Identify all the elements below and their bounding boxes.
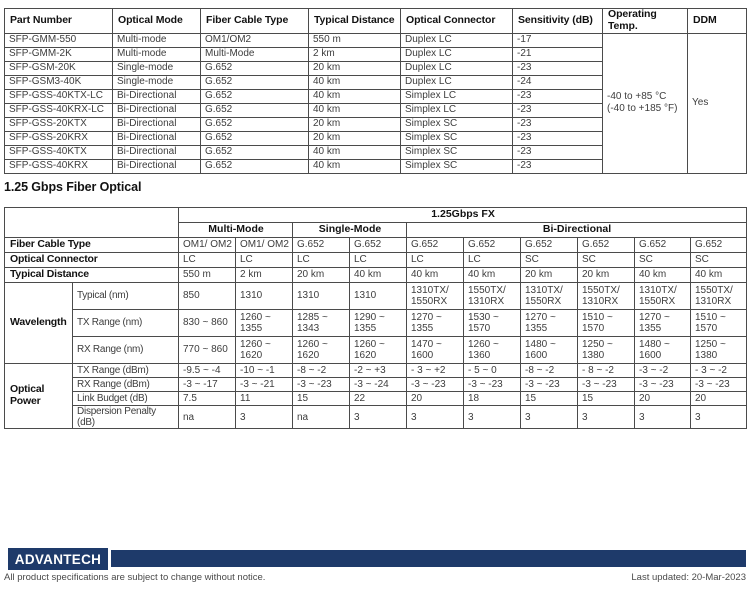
cell: 40 km <box>691 268 747 283</box>
cell: Simplex LC <box>401 103 513 117</box>
cell: -8 ~ -2 <box>293 364 350 378</box>
cell: -23 <box>513 61 603 75</box>
cell: G.652 <box>293 238 350 253</box>
cell: -3 ~ -23 <box>464 378 521 392</box>
cell: G.652 <box>201 159 309 173</box>
cell: G.652 <box>635 238 691 253</box>
cell: Simplex SC <box>401 117 513 131</box>
cell: Bi-Directional <box>113 159 201 173</box>
cell: 2 km <box>236 268 293 283</box>
cell: 40 km <box>309 159 401 173</box>
cell: 1550TX/ 1310RX <box>691 283 747 310</box>
cell: 15 <box>578 392 635 406</box>
blank-corner-cell <box>5 208 179 238</box>
cell: 3 <box>521 406 578 429</box>
cell: G.652 <box>201 89 309 103</box>
cell: Bi-Directional <box>113 103 201 117</box>
cell: -23 <box>513 159 603 173</box>
row-label: Typical Distance <box>5 268 179 283</box>
cell: Simplex SC <box>401 145 513 159</box>
cell: SFP-GSS-40KRX-LC <box>5 103 113 117</box>
row-label: Fiber Cable Type <box>5 238 179 253</box>
cell: -3 ~ -23 <box>407 378 464 392</box>
cell: -23 <box>513 89 603 103</box>
cell: 1260 ~ 1620 <box>293 337 350 364</box>
cell: -8 ~ -2 <box>521 364 578 378</box>
cell: 1310TX/ 1550RX <box>635 283 691 310</box>
cell: LC <box>236 253 293 268</box>
cell: Duplex LC <box>401 61 513 75</box>
cell: Duplex LC <box>401 47 513 61</box>
cell: 1260 ~ 1620 <box>236 337 293 364</box>
table-row <box>5 406 747 429</box>
cell: 1260 ~ 1355 <box>236 310 293 337</box>
operating-temp-cell <box>603 33 688 173</box>
cell: 40 km <box>407 268 464 283</box>
column-header-optical-mode: Optical Mode <box>113 9 201 34</box>
cell: Multi-mode <box>113 47 201 61</box>
cell: LC <box>464 253 521 268</box>
cell: 11 <box>236 392 293 406</box>
cell: 40 km <box>309 145 401 159</box>
cell: SFP-GMM-550 <box>5 33 113 47</box>
ddm-cell: Yes <box>688 33 747 173</box>
cell: 830 ~ 860 <box>179 310 236 337</box>
cell: 20 km <box>578 268 635 283</box>
cell: SFP-GSS-40KRX <box>5 159 113 173</box>
cell: 1480 ~ 1600 <box>635 337 691 364</box>
cell: 850 <box>179 283 236 310</box>
cell: 20 <box>407 392 464 406</box>
row-label: TX Range (nm) <box>73 310 179 337</box>
cell: -3 ~ -23 <box>293 378 350 392</box>
footer-disclaimer: All product specifications are subject to change without notice. <box>4 572 266 583</box>
column-header-sensitivity: Sensitivity (dB) <box>513 9 603 34</box>
column-header-part-number: Part Number <box>5 9 113 34</box>
cell: SFP-GSS-40KTX <box>5 145 113 159</box>
cell: na <box>179 406 236 429</box>
cell: SC <box>691 253 747 268</box>
column-header-typical-distance: Typical Distance <box>309 9 401 34</box>
cell: Single-mode <box>113 75 201 89</box>
cell: G.652 <box>691 238 747 253</box>
advantech-logo-text: ADVANTECH <box>14 551 102 567</box>
cell: G.652 <box>578 238 635 253</box>
cell: 20 <box>691 392 747 406</box>
cell: G.652 <box>201 131 309 145</box>
cell: -24 <box>513 75 603 89</box>
table-row <box>5 238 747 253</box>
footer-bar <box>111 550 746 567</box>
cell: Multi-mode <box>113 33 201 47</box>
cell: 3 <box>691 406 747 429</box>
cell: 1310 <box>350 283 407 310</box>
group-header-single-mode: Single-Mode <box>293 223 407 238</box>
cell: 15 <box>293 392 350 406</box>
cell: LC <box>293 253 350 268</box>
cell: Bi-Directional <box>113 131 201 145</box>
cell: 7.5 <box>179 392 236 406</box>
cell: -23 <box>513 103 603 117</box>
cell: 15 <box>521 392 578 406</box>
cell: -23 <box>513 145 603 159</box>
cell: G.652 <box>201 117 309 131</box>
table-row <box>5 310 747 337</box>
table-row <box>5 378 747 392</box>
table-row <box>5 268 747 283</box>
cell: 1510 ~ 1570 <box>578 310 635 337</box>
group-header-bi-directional: Bi-Directional <box>407 223 747 238</box>
fx-header-row <box>5 208 747 223</box>
sfp-models-table <box>4 8 747 174</box>
cell: 20 km <box>521 268 578 283</box>
cell: 3 <box>578 406 635 429</box>
cell: 3 <box>635 406 691 429</box>
cell: -3 ~ -21 <box>236 378 293 392</box>
cell: Bi-Directional <box>113 89 201 103</box>
section-title: 1.25 Gbps Fiber Optical <box>4 180 142 194</box>
cell: -3 ~ -23 <box>635 378 691 392</box>
cell: 1310TX/ 1550RX <box>407 283 464 310</box>
cell: 1270 ~ 1355 <box>635 310 691 337</box>
cell: G.652 <box>464 238 521 253</box>
cell: G.652 <box>201 145 309 159</box>
cell: 1550TX/ 1310RX <box>464 283 521 310</box>
cell: -9.5 ~ -4 <box>179 364 236 378</box>
cell: OM1/ OM2 <box>236 238 293 253</box>
fiber-optical-spec-table <box>4 207 747 429</box>
cell: Simplex LC <box>401 89 513 103</box>
cell: na <box>293 406 350 429</box>
cell: OM1/ OM2 <box>179 238 236 253</box>
cell: G.652 <box>350 238 407 253</box>
cell: LC <box>179 253 236 268</box>
cell: LC <box>350 253 407 268</box>
cell: - 3 ~ +2 <box>407 364 464 378</box>
cell: 1530 ~ 1570 <box>464 310 521 337</box>
cell: SFP-GMM-2K <box>5 47 113 61</box>
row-label: Link Budget (dB) <box>73 392 179 406</box>
table-row <box>5 33 747 47</box>
cell: -17 <box>513 33 603 47</box>
cell: 1285 ~ 1343 <box>293 310 350 337</box>
cell: 40 km <box>350 268 407 283</box>
cell: 550 m <box>309 33 401 47</box>
header-row <box>5 9 747 34</box>
row-group-label-wavelength: Wavelength <box>5 283 73 364</box>
cell: 1260 ~ 1620 <box>350 337 407 364</box>
cell: SFP-GSM3-40K <box>5 75 113 89</box>
cell: G.652 <box>201 103 309 117</box>
cell: -21 <box>513 47 603 61</box>
cell: 1310 <box>293 283 350 310</box>
cell: SFP-GSM-20K <box>5 61 113 75</box>
cell: 2 km <box>309 47 401 61</box>
cell: 40 km <box>309 75 401 89</box>
cell: -3 ~ -24 <box>350 378 407 392</box>
table-row <box>5 283 747 310</box>
cell: 1290 ~ 1355 <box>350 310 407 337</box>
cell: Duplex LC <box>401 75 513 89</box>
cell: -3 ~ -23 <box>691 378 747 392</box>
table-row <box>5 253 747 268</box>
cell: -23 <box>513 117 603 131</box>
footer-last-updated: Last updated: 20-Mar-2023 <box>631 572 746 583</box>
cell: 1270 ~ 1355 <box>407 310 464 337</box>
row-group-label-optical-power: Optical Power <box>5 364 73 429</box>
cell: 3 <box>236 406 293 429</box>
row-label: Dispersion Penalty (dB) <box>73 406 179 429</box>
column-header-operating-temp: Operating Temp. <box>603 9 688 34</box>
cell: 20 <box>635 392 691 406</box>
cell: SFP-GSS-20KTX <box>5 117 113 131</box>
cell: 40 km <box>635 268 691 283</box>
cell: -10 ~ -1 <box>236 364 293 378</box>
cell: G.652 <box>407 238 464 253</box>
cell: SC <box>521 253 578 268</box>
cell: - 8 ~ -2 <box>578 364 635 378</box>
cell: -3 ~ -23 <box>578 378 635 392</box>
cell: - 3 ~ -2 <box>691 364 747 378</box>
cell: 1250 ~ 1380 <box>578 337 635 364</box>
fx-span-header: 1.25Gbps FX <box>179 208 747 223</box>
cell: LC <box>407 253 464 268</box>
cell: SC <box>578 253 635 268</box>
cell: -3 ~ -2 <box>635 364 691 378</box>
cell: 550 m <box>179 268 236 283</box>
row-label: RX Range (nm) <box>73 337 179 364</box>
cell: 1270 ~ 1355 <box>521 310 578 337</box>
cell: -2 ~ +3 <box>350 364 407 378</box>
cell: Multi-Mode <box>201 47 309 61</box>
group-header-multi-mode: Multi-Mode <box>179 223 293 238</box>
cell: Simplex SC <box>401 131 513 145</box>
cell: Bi-Directional <box>113 117 201 131</box>
table-row <box>5 364 747 378</box>
cell: 20 km <box>309 61 401 75</box>
cell: -3 ~ -17 <box>179 378 236 392</box>
cell: G.652 <box>521 238 578 253</box>
cell: 18 <box>464 392 521 406</box>
cell: 40 km <box>309 103 401 117</box>
row-label: RX Range (dBm) <box>73 378 179 392</box>
cell: 3 <box>407 406 464 429</box>
cell: 20 km <box>309 117 401 131</box>
cell: 1260 ~ 1360 <box>464 337 521 364</box>
cell: Simplex SC <box>401 159 513 173</box>
cell: 1480 ~ 1600 <box>521 337 578 364</box>
cell: - 5 ~ 0 <box>464 364 521 378</box>
cell: 1470 ~ 1600 <box>407 337 464 364</box>
table-row <box>5 337 747 364</box>
row-label: Optical Connector <box>5 253 179 268</box>
column-header-optical-connector: Optical Connector <box>401 9 513 34</box>
cell: Bi-Directional <box>113 145 201 159</box>
cell: 1550TX/ 1310RX <box>578 283 635 310</box>
column-header-fiber-cable-type: Fiber Cable Type <box>201 9 309 34</box>
cell: SFP-GSS-40KTX-LC <box>5 89 113 103</box>
cell: OM1/OM2 <box>201 33 309 47</box>
cell: 3 <box>350 406 407 429</box>
advantech-logo <box>8 548 108 570</box>
cell: 1310TX/ 1550RX <box>521 283 578 310</box>
cell: 1250 ~ 1380 <box>691 337 747 364</box>
cell: SFP-GSS-20KRX <box>5 131 113 145</box>
cell: 40 km <box>309 89 401 103</box>
table-row <box>5 392 747 406</box>
cell: G.652 <box>201 75 309 89</box>
cell: 22 <box>350 392 407 406</box>
cell: Duplex LC <box>401 33 513 47</box>
cell: 20 km <box>309 131 401 145</box>
cell: 1510 ~ 1570 <box>691 310 747 337</box>
cell: -23 <box>513 131 603 145</box>
cell: G.652 <box>201 61 309 75</box>
row-label: Typical (nm) <box>73 283 179 310</box>
cell: 1310 <box>236 283 293 310</box>
cell: 40 km <box>464 268 521 283</box>
operating-temp-line2: (-40 to +185 °F) <box>607 103 678 114</box>
cell: 770 ~ 860 <box>179 337 236 364</box>
cell: Single-mode <box>113 61 201 75</box>
cell: SC <box>635 253 691 268</box>
column-header-ddm: DDM <box>688 9 747 34</box>
operating-temp-line1: -40 to +85 °C <box>607 90 667 102</box>
row-label: TX Range (dBm) <box>73 364 179 378</box>
cell: -3 ~ -23 <box>521 378 578 392</box>
cell: 3 <box>464 406 521 429</box>
cell: 20 km <box>293 268 350 283</box>
